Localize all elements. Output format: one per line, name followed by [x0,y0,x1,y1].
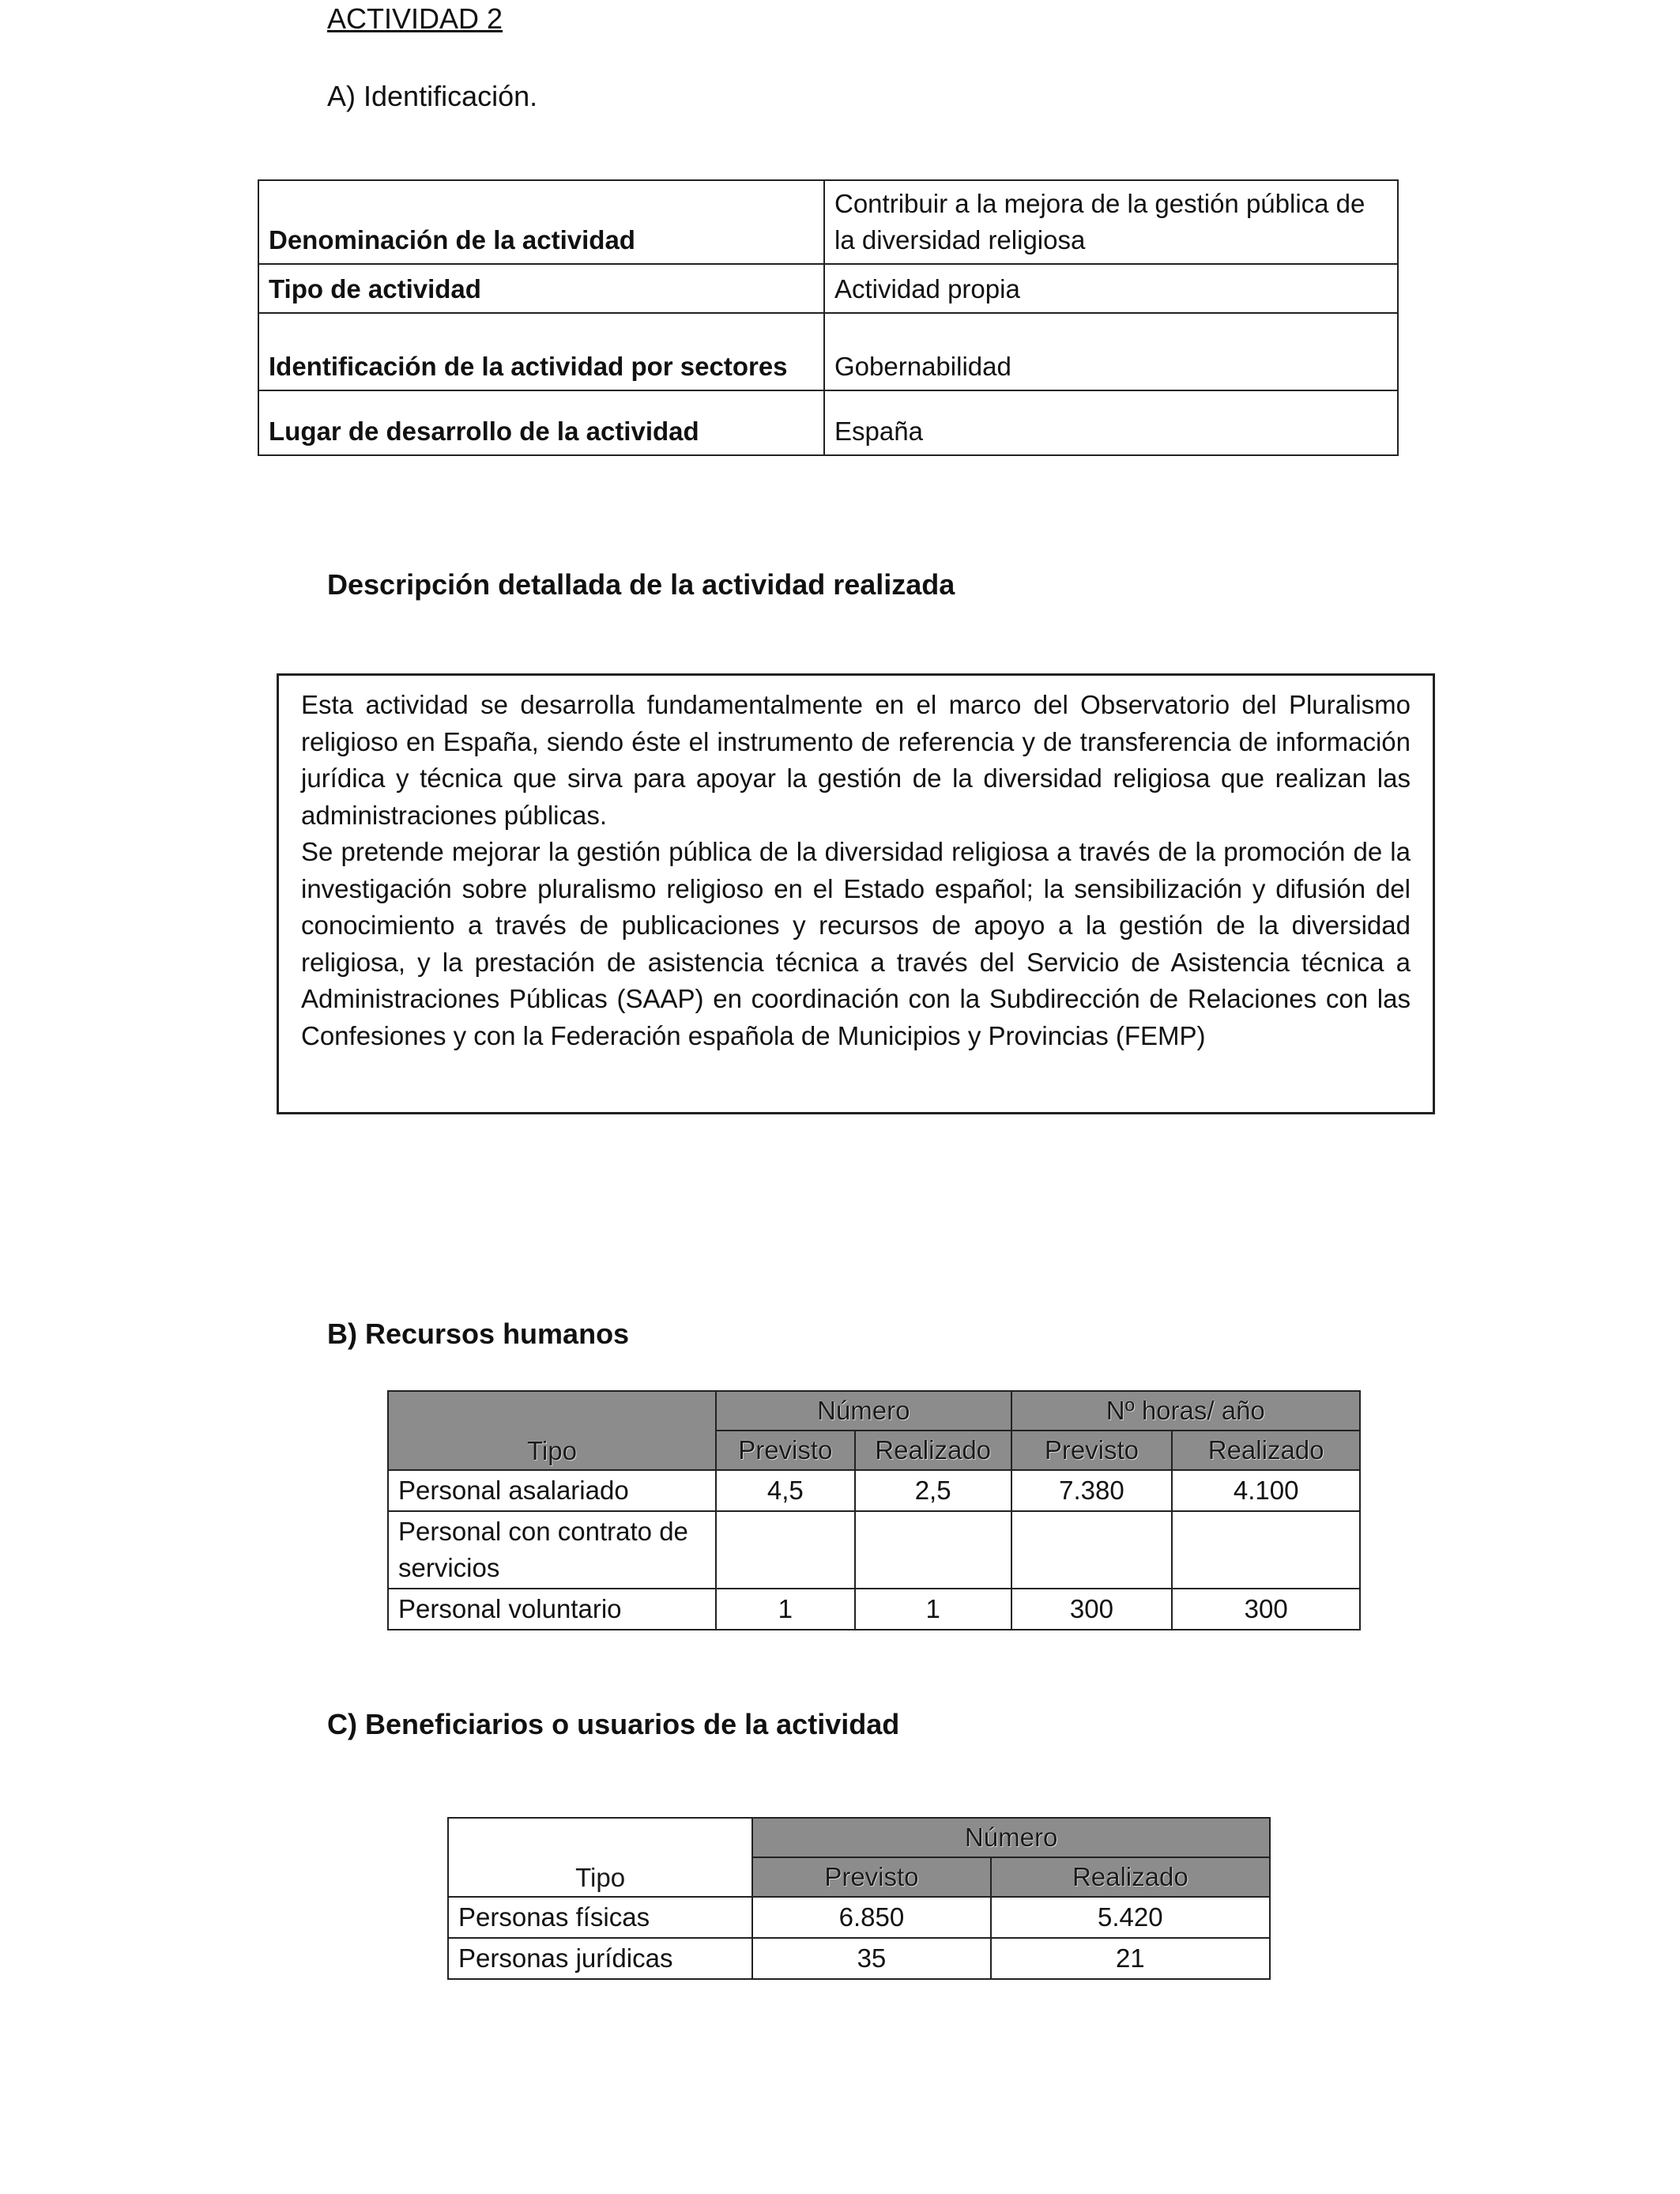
description-heading: Descripción detallada de la actividad realizada [327,568,955,601]
cell-num-previsto: 1 [716,1589,855,1630]
cell-num-realizado: 1 [855,1589,1011,1630]
identification-table [258,179,1399,456]
cell-num-previsto: 4,5 [716,1470,855,1511]
table-row [258,264,1398,313]
cell-realizado: 5.420 [991,1897,1270,1938]
cell-horas-realizado: 4.100 [1172,1470,1360,1511]
group-numero: Número [716,1391,1011,1431]
sub-realizado: Realizado [855,1431,1011,1470]
group-horas: Nº horas/ año [1011,1391,1360,1431]
cell-tipo: Personas físicas [448,1897,752,1938]
table-row [258,180,1398,264]
description-box [277,673,1435,1114]
table-row [448,1938,1270,1979]
label-tipo: Tipo de actividad [258,264,824,313]
sub-previsto: Previsto [1011,1431,1173,1470]
section-b-heading: B) Recursos humanos [327,1318,630,1350]
cell-horas-previsto: 300 [1011,1589,1173,1630]
cell-tipo: Personas jurídicas [448,1938,752,1979]
cell-horas-realizado [1172,1511,1360,1589]
value-denominacion: Contribuir a la mejora de la gestión pública de la diversidad religiosa [824,180,1398,264]
table-row [258,390,1398,455]
cell-horas-realizado: 300 [1172,1589,1360,1630]
col-tipo: Tipo [448,1818,752,1897]
cell-tipo: Personal con contrato de servicios [388,1511,716,1589]
label-sectores: Identificación de la actividad por sectores [258,313,824,390]
table-header-row [388,1391,1360,1431]
sub-previsto: Previsto [716,1431,855,1470]
section-c-heading: C) Beneficiarios o usuarios de la actividad [327,1708,900,1740]
cell-tipo: Personal asalariado [388,1470,716,1511]
cell-num-realizado: 2,5 [855,1470,1011,1511]
value-lugar: España [824,390,1398,455]
sub-realizado: Realizado [1172,1431,1360,1470]
cell-horas-previsto: 7.380 [1011,1470,1173,1511]
description-paragraph-2: Se pretende mejorar la gestión pública de la diversidad religiosa a través de la promoción de la investigación sobre pluralismo religioso en el Estado español; la sensibilización y difusión del conocimiento a través de publicaciones y recursos de apoyo a la gestión de la diversidad religiosa, y la prestación de asistencia técnica a través del Servicio de Asistencia técnica a Administraciones Públicas (SAAP) en coordinación con la Subdirección de Relaciones con las Confesiones y con la Federación española de Municipios y Provincias (FEMP) [301,837,1411,1050]
cell-tipo: Personal voluntario [388,1589,716,1630]
beneficiaries-table [447,1817,1271,1980]
description-paragraph-1: Esta actividad se desarrolla fundamentalmente en el marco del Observatorio del Pluralismo religioso en España, siendo éste el instrumento de referencia y de transferencia de información jurídica y técnica que sirva para apoyar la gestión de la diversidad religiosa que realizan las administraciones públicas. [301,690,1411,830]
label-lugar: Lugar de desarrollo de la actividad [258,390,824,455]
cell-previsto: 35 [752,1938,990,1979]
group-numero: Número [752,1818,1270,1857]
cell-horas-previsto [1011,1511,1173,1589]
sub-previsto: Previsto [752,1857,990,1897]
table-row [388,1470,1360,1511]
table-header-row [448,1818,1270,1857]
section-a-heading: A) Identificación. [327,80,538,112]
table-row [388,1511,1360,1589]
table-row [258,313,1398,390]
table-row [388,1589,1360,1630]
cell-num-previsto [716,1511,855,1589]
cell-previsto: 6.850 [752,1897,990,1938]
cell-realizado: 21 [991,1938,1270,1979]
activity-title: ACTIVIDAD 2 [327,2,503,35]
table-row [448,1897,1270,1938]
value-tipo: Actividad propia [824,264,1398,313]
col-tipo: Tipo [388,1391,716,1470]
sub-realizado: Realizado [991,1857,1270,1897]
human-resources-table [387,1390,1361,1630]
label-denominacion: Denominación de la actividad [258,180,824,264]
value-sectores: Gobernabilidad [824,313,1398,390]
cell-num-realizado [855,1511,1011,1589]
